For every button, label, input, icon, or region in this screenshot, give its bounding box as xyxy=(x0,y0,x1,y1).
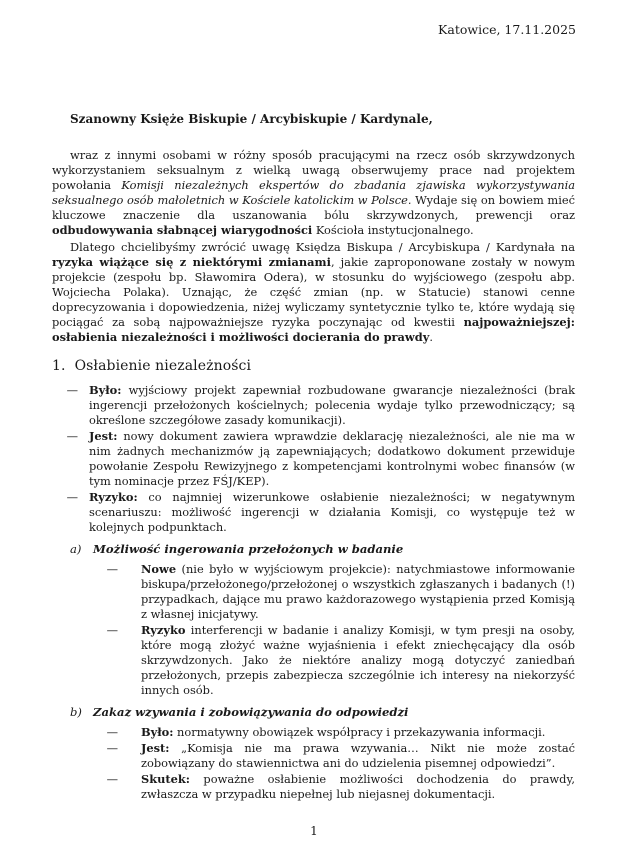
item-text: nowy dokument zawiera wprawdzie deklarację niezależności, ale nie ma w nim żadnych mechanizmów ją zapewniających; dodatkowo dokument przewiduje powołanie Zespołu Rewizyjnego z kompetencjami kontrolnymi wobec finansów (w tym nominacje przez FŚJ/KEP). xyxy=(89,429,575,488)
item-label: Ryzyko xyxy=(141,623,186,637)
emphasis-risks: ryzyka wiążące się z niektórymi zmianami xyxy=(52,255,331,269)
section-title: Osłabienie niezależności xyxy=(74,358,252,374)
subsection-title: Możliwość ingerowania przełożonych w badanie xyxy=(93,542,404,556)
item-label: Było: xyxy=(89,383,122,397)
sub-list-item xyxy=(52,725,575,740)
item-text: poważne osłabienie możliwości dochodzenia do prawdy, zwłaszcza w przypadku niepełnej lub niejasnej dokumentacji. xyxy=(141,772,575,801)
section-number: 1. xyxy=(52,358,66,374)
item-text: wyjściowy projekt zapewniał rozbudowane gwarancje niezależności (brak ingerencji przełożonych kościelnych; polecenia wydaje tylko przewodniczący; są określone szczegółowe zasady komunikacji). xyxy=(89,383,575,427)
sub-list-item xyxy=(52,623,575,698)
commission-name: Komisji niezależnych ekspertów do zbadania zjawiska wykorzystywania seksualnego osób małoletnich w Kościele katolickim w Polsce. xyxy=(52,178,575,207)
em-dash: — xyxy=(106,772,118,786)
subsection-b-heading xyxy=(70,705,575,720)
subsection-letter: b) xyxy=(70,705,82,719)
item-text: normatywny obowiązek współpracy i przekazywania informacji. xyxy=(173,725,546,739)
em-dash: — xyxy=(66,490,78,504)
em-dash: — xyxy=(106,623,118,637)
sub-list-item xyxy=(52,772,575,802)
salutation: Szanowny Księże Biskupie / Arcybiskupie / Kardynale, xyxy=(70,112,433,126)
emphasis-credibility: odbudowywania słabnącej wiarygodności xyxy=(52,223,313,237)
emphasis-most-serious: najpoważniejszej: osłabienia niezależności i możliwości docierania do prawdy xyxy=(52,315,575,344)
list-item xyxy=(52,490,575,535)
subsection-letter: a) xyxy=(70,542,82,556)
item-text: „Komisja nie ma prawa wzywania… Nikt nie może zostać zobowiązany do stawiennictwa ani do udzielenia pisemnej odpowiedzi”. xyxy=(141,741,575,770)
intro-paragraph-2: Dlatego chcielibyśmy zwrócić uwagę Księdza Biskupa / Arcybiskupa / Kardynała na ryzyka wiążące się z niektórymi zmianami, jakie zaproponowane zostały w nowym projekcie (zespołu bp. Sławomira Odera), w stosunku do wyjściowego (zespołu abp. Wojciecha Polaka). Uznając, że część zmian (np. w Statucie) stanowi cenne doprecyzowania i dopowiedzenia, niżej wyliczamy syntetycznie tylko te, które wydają się pociągać za sobą najpoważniejsze ryzyka poczynając od kwestii najpoważniejszej: osłabienia niezależności i możliwości docierania do prawdy. xyxy=(52,240,575,344)
item-label: Jest: xyxy=(89,429,118,443)
item-label: Nowe xyxy=(141,562,177,576)
letter-body xyxy=(52,112,575,803)
letter-date: Katowice, 17.11.2025 xyxy=(438,22,576,37)
list-item xyxy=(52,429,575,489)
em-dash: — xyxy=(106,741,118,755)
item-text: interferencji w badanie i analizy Komisji, w tym presji na osoby, które mogą złożyć ważne wyjaśnienia i efekt zniechęcający dla osób skrzywdzonych. Jako że niektóre analizy mogą dotyczyć zaniedbań przełożonych, przepis zabezpiecza szczególnie ich interesy na niekorzyść innych osób. xyxy=(141,623,575,697)
em-dash: — xyxy=(106,725,118,739)
item-label: Jest: xyxy=(141,741,170,755)
item-label: Ryzyko: xyxy=(89,490,138,504)
subsection-a-heading xyxy=(70,542,575,557)
item-text: (nie było w wyjściowym projekcie): natychmiastowe informowanie biskupa/przełożonego/przełożonej o wszystkich zgłaszanych i badanych (!) przypadkach, dające mu prawo każdorazowego wystąpienia przed Komisją z własnej inicjatywy. xyxy=(141,562,575,621)
em-dash: — xyxy=(106,562,118,576)
item-label: Skutek: xyxy=(141,772,191,786)
item-label: Było: xyxy=(141,725,174,739)
intro-paragraph-1: wraz z innymi osobami w różny sposób pracującymi na rzecz osób skrzywdzonych wykorzystaniem seksualnym z wielką uwagą obserwujemy prace nad projektem powołania Komisji niezależnych ekspertów do zbadania zjawiska wykorzystywania seksualnego osób małoletnich w Kościele katolickim w Polsce. Wydaje się on bowiem mieć kluczowe znaczenie dla uszanowania bólu skrzywdzonych, prewencji oraz odbudowywania słabnącej wiarygodności Kościoła instytucjonalnego. xyxy=(52,148,575,237)
subsection-title: Zakaz wzywania i zobowiązywania do odpowiedzi xyxy=(93,705,409,719)
section-1-heading xyxy=(52,359,575,374)
page-number: 1 xyxy=(310,824,318,838)
list-item xyxy=(52,383,575,428)
em-dash: — xyxy=(66,429,78,443)
em-dash: — xyxy=(66,383,78,397)
sub-list-item xyxy=(52,562,575,622)
sub-list-item xyxy=(52,741,575,771)
item-text: co najmniej wizerunkowe osłabienie niezależności; w negatywnym scenariuszu: możliwość ingerencji w działania Komisji, co występuje też w kolejnych podpunktach. xyxy=(89,490,575,534)
